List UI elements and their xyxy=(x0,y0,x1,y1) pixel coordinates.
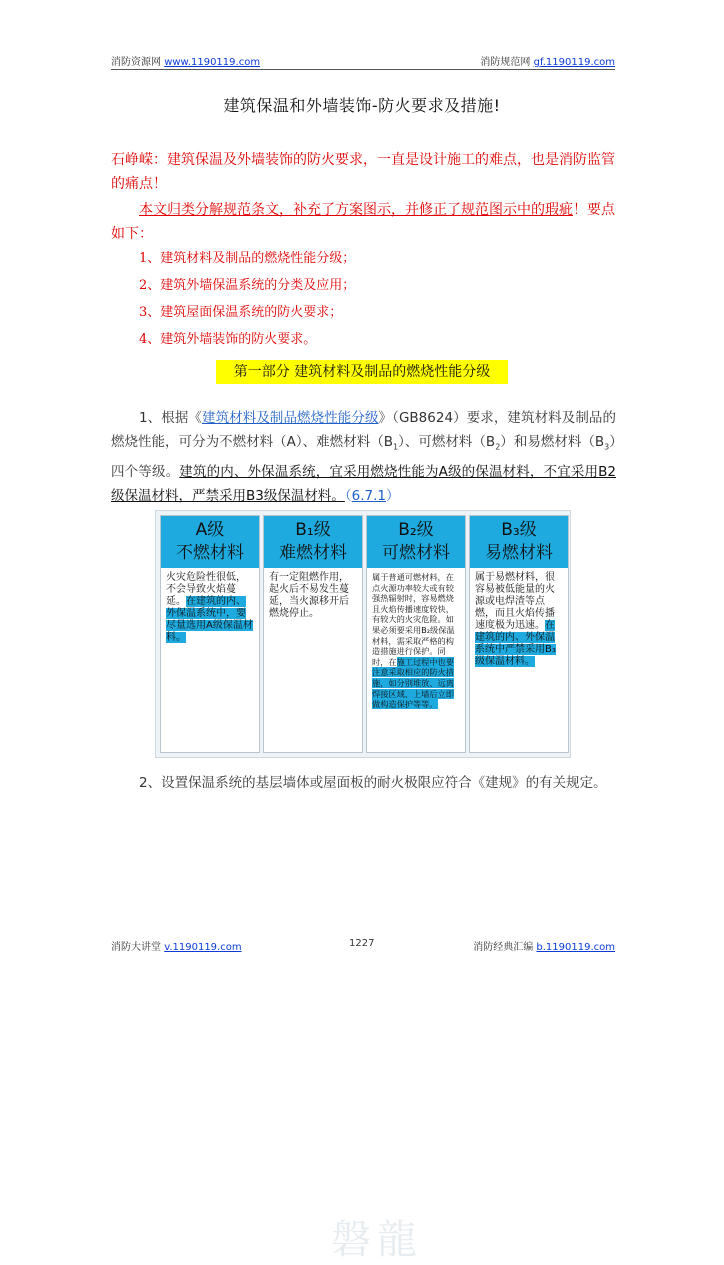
list-item: 1、建筑材料及制品的燃烧性能分级； xyxy=(139,251,356,266)
header-left-label: 消防资源网 xyxy=(111,57,161,68)
grade-desc xyxy=(470,568,568,670)
key-points-list xyxy=(139,245,355,353)
intro-paragraph: 石峥嵘：建筑保温及外墙装饰的防火要求，一直是设计施工的难点，也是消防监管的痛点！ xyxy=(111,152,615,192)
body-paragraph-1 xyxy=(111,406,616,508)
grade-name: 难燃材料 xyxy=(279,543,347,563)
grade-desc-text: 火灾危险性很低，不会导致火焰蔓延。 xyxy=(166,572,246,607)
ref-paren: （ xyxy=(344,487,352,504)
grade-card-b2 xyxy=(366,515,466,753)
grade-label: B₁级 xyxy=(295,520,331,540)
header-left xyxy=(111,53,260,68)
standard-link[interactable]: 建筑材料及制品燃烧性能分级 xyxy=(202,410,379,426)
watermark: 磐龍 xyxy=(331,1217,423,1263)
grade-card-header xyxy=(470,516,568,568)
grade-desc-text: 属于普通可燃材料，在点火源功率较大或有较强热辐射时，容易燃烧且火焰传播速度较快，有较大的火灾危险。如果必须要采用B₂级保温材料，需采取严格的构造措施进行保护。同时，在 xyxy=(372,572,455,667)
para1-text-b: 》（GB8624）要求，建筑材料及制品的燃烧性能，可分为不燃材料（A）、难燃材料（B xyxy=(111,410,616,450)
footer-right xyxy=(473,938,615,953)
body-paragraph-2: 2、设置保温系统的基层墙体或屋面板的耐火极限应符合《建规》的有关规定。 xyxy=(139,775,607,791)
para1-text-a: 1、根据《 xyxy=(139,410,202,426)
grade-desc xyxy=(264,568,362,622)
footer-left-link[interactable]: v.1190119.com xyxy=(164,942,242,953)
header-left-link[interactable]: www.1190119.com xyxy=(164,57,261,68)
grade-highlight: 施工过程中也要注意采取相应的防火措施，如分别堆放、远离焊接区域、上墙后立即做构造保护等等。 xyxy=(372,656,454,710)
list-item: 2、建筑外墙保温系统的分类及应用； xyxy=(139,278,356,293)
page-footer xyxy=(111,938,615,954)
footer-left-label: 消防大讲堂 xyxy=(111,942,161,953)
grade-desc xyxy=(161,568,259,646)
intro-summary-tail: ！要点如下： xyxy=(111,202,615,242)
grade-name: 易燃材料 xyxy=(485,543,553,563)
grade-card-b1 xyxy=(263,515,363,753)
para1-underlined-rule: 建筑的内、外保温系统，宜采用燃烧性能为A级的保温材料，不宜采用B2级保温材料，严禁采用B3级保温材料。 xyxy=(111,463,617,504)
header-right xyxy=(480,53,615,68)
grade-desc xyxy=(367,568,465,712)
footer-left xyxy=(111,938,242,953)
grade-desc-text: 属于易燃材料，很容易被低能量的火源或电焊渣等点燃，而且火焰传播速度极为迅速。 xyxy=(475,572,555,631)
list-item: 3、建筑屋面保温系统的防火要求； xyxy=(139,305,343,320)
page-header xyxy=(111,53,615,70)
grade-name: 可燃材料 xyxy=(382,543,450,563)
grade-card-b3 xyxy=(469,515,569,753)
page-title: 建筑保温和外墙装饰-防火要求及措施! xyxy=(223,96,501,115)
grade-card-a xyxy=(160,515,260,753)
para1-text-c: ）、可燃材料（B xyxy=(398,434,496,450)
grade-label: B₂级 xyxy=(398,520,434,540)
grade-highlight: 在建筑的内、外保温系统中严禁采用B₃级保温材料。 xyxy=(475,620,556,667)
para1-text-d: ）和易燃材料（B xyxy=(500,434,605,450)
grade-card-header xyxy=(161,516,259,568)
grade-card-header xyxy=(264,516,362,568)
subscript: 3 xyxy=(604,442,610,452)
grade-card-header xyxy=(367,516,465,568)
subscript: 2 xyxy=(495,442,501,452)
grade-label: B₃级 xyxy=(501,520,537,540)
para1-text-e: ）四个等级。 xyxy=(111,434,617,480)
grade-highlight: 在建筑的内、外保温系统中，要尽量选用A级保温材料。 xyxy=(166,596,253,643)
grade-label: A级 xyxy=(195,520,225,540)
ref-paren: ） xyxy=(385,487,400,504)
subscript: 1 xyxy=(393,442,399,452)
section-heading: 第一部分 建筑材料及制品的燃烧性能分级 xyxy=(216,360,508,384)
footer-right-link[interactable]: b.1190119.com xyxy=(536,942,615,953)
header-right-link[interactable]: gf.1190119.com xyxy=(533,57,615,68)
header-right-label: 消防规范网 xyxy=(480,57,531,68)
intro-summary xyxy=(111,198,616,246)
page-number: 1227 xyxy=(349,938,375,949)
grade-name: 不燃材料 xyxy=(176,543,244,563)
intro-summary-underlined: 本文归类分解规范条文，补充了方案图示，并修正了规范图示中的瑕疵 xyxy=(139,202,573,218)
footer-right-label: 消防经典汇编 xyxy=(473,942,534,953)
grade-desc-text: 有一定阻燃作用，起火后不易发生蔓延，当火源移开后燃烧停止。 xyxy=(269,572,349,619)
clause-ref-link[interactable]: 6.7.1 xyxy=(351,487,386,504)
list-item: 4、建筑外墙装饰的防火要求。 xyxy=(139,332,317,347)
